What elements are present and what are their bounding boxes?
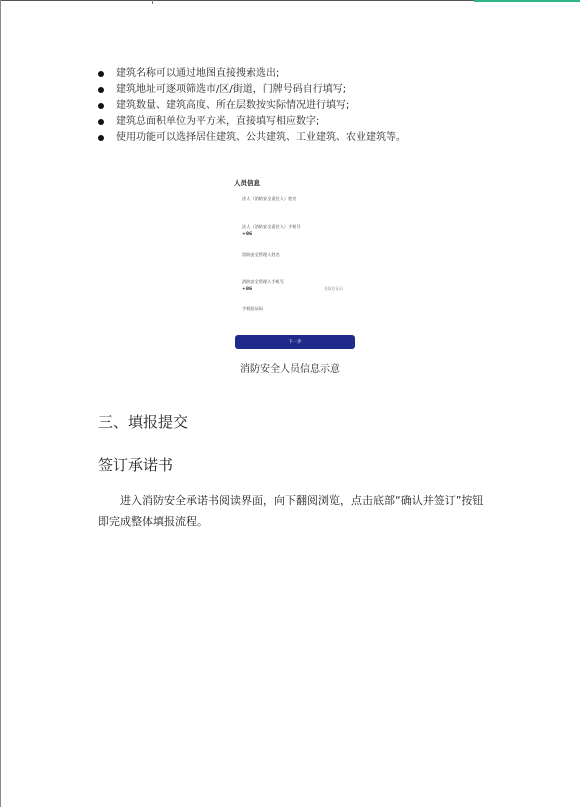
get-code-link[interactable]: 获取验证码 (324, 286, 343, 291)
legal-person-phone-field[interactable]: +86 (242, 232, 253, 237)
sms-code-label: 手机验证码 (242, 306, 263, 311)
manager-phone-label: 消防安全管理人手机号 (242, 279, 284, 284)
accent-bar (474, 0, 580, 2)
section-heading: 三、填报提交 (98, 413, 189, 431)
bullet-list (98, 66, 406, 146)
next-button[interactable]: 下一步 (235, 335, 355, 349)
bullet-item: 建筑地址可逐项筛选市/区/街道，门牌号码自行填写; (98, 82, 406, 98)
tick-mark (152, 0, 153, 4)
bullet-item: 建筑总面积单位为平方米，直接填写相应数字; (98, 114, 406, 130)
personnel-form-screenshot (228, 172, 362, 356)
form-title: 人员信息 (234, 179, 260, 187)
figure-caption: 消防安全人员信息示意 (240, 364, 340, 375)
bullet-item: 使用功能可以选择居住建筑、公共建筑、工业建筑、农业建筑等。 (98, 130, 406, 146)
body-paragraph: 进入消防安全承诺书阅读界面，向下翻阅浏览，点击底部“确认并签订”按钮即完成整体填报流程。 (98, 494, 484, 528)
bullet-item: 建筑名称可以通过地图直接搜索选出; (98, 66, 406, 82)
sub-heading: 签订承诺书 (98, 456, 174, 474)
manager-phone-field[interactable]: +86 (242, 287, 253, 292)
manager-name-label: 消防安全管理人姓名 (242, 252, 280, 257)
bullet-item: 建筑数量、建筑高度、所在层数按实际情况进行填写; (98, 98, 406, 114)
page-left-border (0, 0, 1, 807)
legal-person-phone-label: 法人（消防安全责任人）手机号 (242, 224, 301, 229)
legal-person-name-label: 法人（消防安全责任人）姓名 (242, 196, 297, 201)
